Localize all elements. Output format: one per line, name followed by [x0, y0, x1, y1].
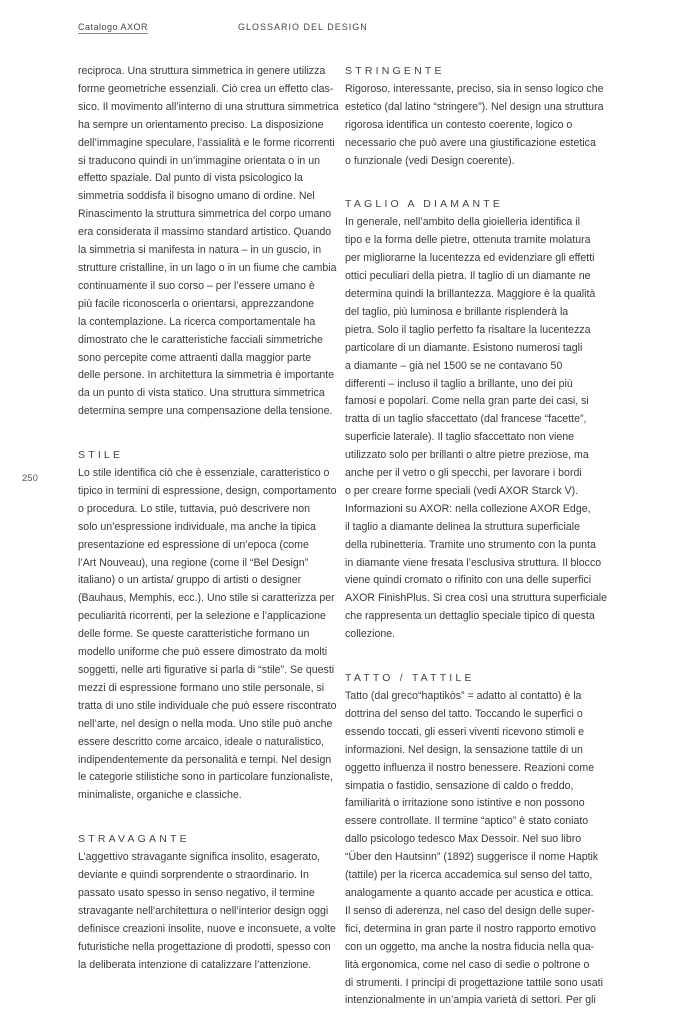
text-line: deviante e quindi sorprendente o straordinario. In: [78, 869, 309, 882]
entry-heading: STRAVAGANTE: [78, 833, 190, 846]
text-line: la contemplazione. La ricerca comportamentale ha: [78, 315, 316, 328]
text-line: Rinascimento la struttura simmetrica del corpo umano: [78, 208, 332, 221]
glossary-entry: [78, 63, 340, 421]
text-line: rigorosa identifica un contesto coerente, logico o: [345, 118, 573, 131]
page-number: 250: [22, 473, 38, 484]
text-line: Informazioni su AXOR: nella collezione AXOR Edge,: [345, 502, 591, 515]
text-line: In generale, nell’ambito della gioielleria identifica il: [345, 216, 580, 229]
text-line: presentazione ed espressione di un’epoca (come: [78, 538, 309, 551]
text-line: determina sempre una compensazione della tensione.: [78, 405, 333, 418]
text-line: mezzi di espressione formano uno stile personale, si: [78, 681, 325, 694]
text-line: le categorie stilistiche sono in particolare funzionaliste,: [78, 771, 333, 784]
text-line: delle forme. Se queste caratteristiche formano un: [78, 628, 310, 641]
text-line: italiano) o un artista/ gruppo di artisti o designer: [78, 574, 302, 587]
text-line: nell’arte, nel design o nella moda. Uno stile può anche: [78, 717, 333, 730]
text-line: sono percepite come attraenti dalla maggior parte: [78, 351, 312, 364]
right-column: [345, 63, 607, 1036]
text-line: Rigoroso, interessante, preciso, sia in senso logico che: [345, 82, 604, 95]
text-line: effetto spaziale. Dal punto di vista psicologico la: [78, 172, 303, 185]
glossary-entry: [345, 63, 607, 170]
text-line: o per creare forme speciali (vedi AXOR Starck V).: [345, 484, 579, 497]
text-line: superficie laterale). Il taglio sfaccettato non viene: [345, 431, 575, 444]
text-line: definisce creazioni insolite, nuove e inconsuete, a volte: [78, 922, 336, 935]
text-line: AXOR FinishPlus. Si crea così una struttura superficiale: [345, 592, 608, 605]
entry-heading: TAGLIO A DIAMANTE: [345, 198, 504, 211]
text-line: minimaliste, organiche e classiche.: [78, 789, 242, 802]
text-line: differenti – incluso il taglio a brillante, uno dei più: [345, 377, 573, 390]
text-line: forme geometriche essenziali. Ciò crea un effetto clas-: [78, 82, 334, 95]
text-line: pietra. Solo il taglio perfetto fa risaltare la lucentezza: [345, 323, 591, 336]
text-line: Il senso di aderenza, nel caso del design delle super-: [345, 904, 595, 917]
text-line: fici, determina in gran parte il nostro rapporto emotivo: [345, 922, 596, 935]
text-line: dell’immagine speculare, l’assialità e le forme ricorrenti: [78, 136, 335, 149]
text-line: estetico (dal latino “stringere”). Nel design una struttura: [345, 100, 604, 113]
text-line: a diamante – già nel 1500 se ne contavano 50: [345, 359, 563, 372]
text-line: simmetria soddisfa il bisogno umano di ordine. Nel: [78, 190, 315, 203]
text-line: in diamante viene fresata l’esclusiva struttura. Il blocco: [345, 556, 602, 569]
text-line: dimostrato che le caratteristiche facciali simmetriche: [78, 333, 323, 346]
glossary-entry: [345, 670, 607, 1010]
text-line: si traducono quindi in un’immagine orientata o in un: [78, 154, 321, 167]
text-line: lità ergonomica, come nel caso di sedie o poltrone o: [345, 958, 590, 971]
text-line: determina quindi la brillantezza. Maggiore è la qualità: [345, 287, 596, 300]
text-line: simpatia o fastidio, sensazione di caldo o freddo,: [345, 779, 574, 792]
text-line: indipendentemente da personalità e tempi. Nel design: [78, 753, 332, 766]
entry-heading: TATTO / TATTILE: [345, 672, 475, 685]
text-line: familiarità o irritazione sono istintive e non possono: [345, 797, 585, 810]
text-line: che rappresenta un dettaglio speciale tipico di questa: [345, 610, 595, 623]
text-line: stravagante nell’architettura o nell’interior design oggi: [78, 904, 329, 917]
text-line: L’aggettivo stravagante significa insolito, esagerato,: [78, 851, 321, 864]
text-line: l’Art Nouveau), una regione (come il “Bel Design”: [78, 556, 309, 569]
text-line: tratta di uno stile individuale che può essere riscontrato: [78, 699, 337, 712]
text-line: “Über den Hautsinn” (1892) suggerisce il nome Haptik: [345, 851, 599, 864]
text-line: viene quindi cromato o rifinito con una delle superfici: [345, 574, 592, 587]
text-line: o funzionale (vedi Design coerente).: [345, 154, 515, 167]
text-line: con un oggetto, ma anche la nostra fiducia nella qua-: [345, 940, 595, 953]
text-line: anche per il vetro o gli specchi, per lavorare i bordi: [345, 467, 582, 480]
text-line: o procedura. Lo stile, tuttavia, può descrivere non: [78, 502, 311, 515]
text-line: era considerata il massimo standard artistico. Quando: [78, 226, 332, 239]
text-line: famosi e popolari. Come nella gran parte dei casi, si: [345, 395, 589, 408]
text-line: necessario che può avere una giustificazione estetica: [345, 136, 596, 149]
text-line: utilizzato solo per brillanti o altre pietre preziose, ma: [345, 449, 589, 462]
text-line: il taglio a diamante delinea la struttura superficiale: [345, 520, 580, 533]
text-line: continuamente il suo corso – per l’essere umano è: [78, 279, 315, 292]
text-line: del taglio, più luminosa e brillante risplenderà la: [345, 305, 569, 318]
text-line: reciproca. Una struttura simmetrica in genere utilizza: [78, 65, 326, 77]
text-line: solo un’espressione individuale, ma anche la tipica: [78, 520, 316, 533]
text-line: (tattile) per la ricerca accademica sul senso del tatto,: [345, 869, 593, 882]
text-line: la simmetria si manifesta in natura – in un guscio, in: [78, 244, 322, 257]
left-column: [78, 63, 340, 1001]
text-line: dallo psicologo tedesco Max Dessoir. Nel suo libro: [345, 833, 582, 846]
text-line: Tatto (dal greco“haptikòs” = adatto al contatto) è la: [345, 690, 582, 702]
text-line: essendo toccati, gli esseri viventi ricevono stimoli e: [345, 725, 585, 738]
text-line: Lo stile identifica ciò che è essenziale, caratteristico o: [78, 467, 330, 480]
text-line: passato usato spesso in senso negativo, il termine: [78, 886, 315, 899]
glossary-entry: [345, 196, 607, 644]
text-line: da un punto di vista statico. Una struttura simmetrica: [78, 387, 325, 400]
text-line: futuristiche nella progettazione di prodotti, spesso con: [78, 940, 331, 953]
section-title: GLOSSARIO DEL DESIGN: [238, 22, 368, 32]
text-line: ottici peculiari della pietra. Il taglio di un diamante ne: [345, 270, 591, 283]
text-line: di strumenti. I principi di progettazione tattile sono usati: [345, 976, 603, 989]
text-line: particolare di un diamante. Esistono numerosi tagli: [345, 341, 583, 354]
text-line: più facile riconoscerla o orientarsi, apprezzandone: [78, 297, 315, 310]
text-line: della rubinetteria. Tramite uno strumento con la punta: [345, 538, 596, 551]
text-line: essere descritto come arcaico, ideale o naturalistico,: [78, 735, 325, 748]
glossary-entry: [78, 831, 340, 974]
text-line: (Bauhaus, Memphis, ecc.). Uno stile si caratterizza per: [78, 592, 335, 605]
glossary-entry: [78, 447, 340, 805]
text-line: strutture cristalline, in un lago o in un fiume che cambia: [78, 261, 337, 274]
text-line: intenzionalmente in un’ampia varietà di settori. Per gli: [345, 994, 596, 1007]
text-line: essere controllate. Il termine “aptico” è stato coniato: [345, 815, 589, 828]
text-line: collezione.: [345, 628, 396, 641]
text-line: peculiarità ricorrenti, per la selezione e l’applicazione: [78, 610, 326, 623]
text-line: dottrina del senso del tatto. Toccando le superfici o: [345, 707, 583, 720]
text-line: ha sempre un orientamento preciso. La disposizione: [78, 118, 324, 131]
text-line: tratta di un taglio sfaccettato (dal francese “facette”,: [345, 413, 587, 426]
catalog-link[interactable]: Catalogo AXOR: [78, 22, 149, 32]
text-line: tipo e la forma delle pietre, ottenuta tramite molatura: [345, 234, 591, 247]
text-line: informazioni. Nel design, la sensazione tattile di un: [345, 743, 583, 756]
text-line: oggetto influenza il nostro benessere. Reazioni come: [345, 761, 595, 774]
text-line: soggetti, nelle arti figurative si parla di “stile”. Se questi: [78, 664, 335, 676]
text-line: delle persone. In architettura la simmetria è importante: [78, 369, 335, 382]
text-line: sico. Il movimento all’interno di una struttura simmetrica: [78, 100, 339, 113]
text-line: la deliberata intenzione di catalizzare l’attenzione.: [78, 958, 312, 971]
entry-heading: STILE: [78, 449, 124, 462]
entry-heading: STRINGENTE: [345, 65, 445, 77]
text-line: tipico in termini di espressione, design, comportamento: [78, 484, 337, 497]
text-line: modello uniforme che può essere dimostrato da molti: [78, 646, 328, 659]
text-line: per migliorarne la lucentezza ed evidenziare gli effetti: [345, 252, 595, 265]
text-line: analogamente a quanto accade per acustica e ottica.: [345, 886, 594, 899]
